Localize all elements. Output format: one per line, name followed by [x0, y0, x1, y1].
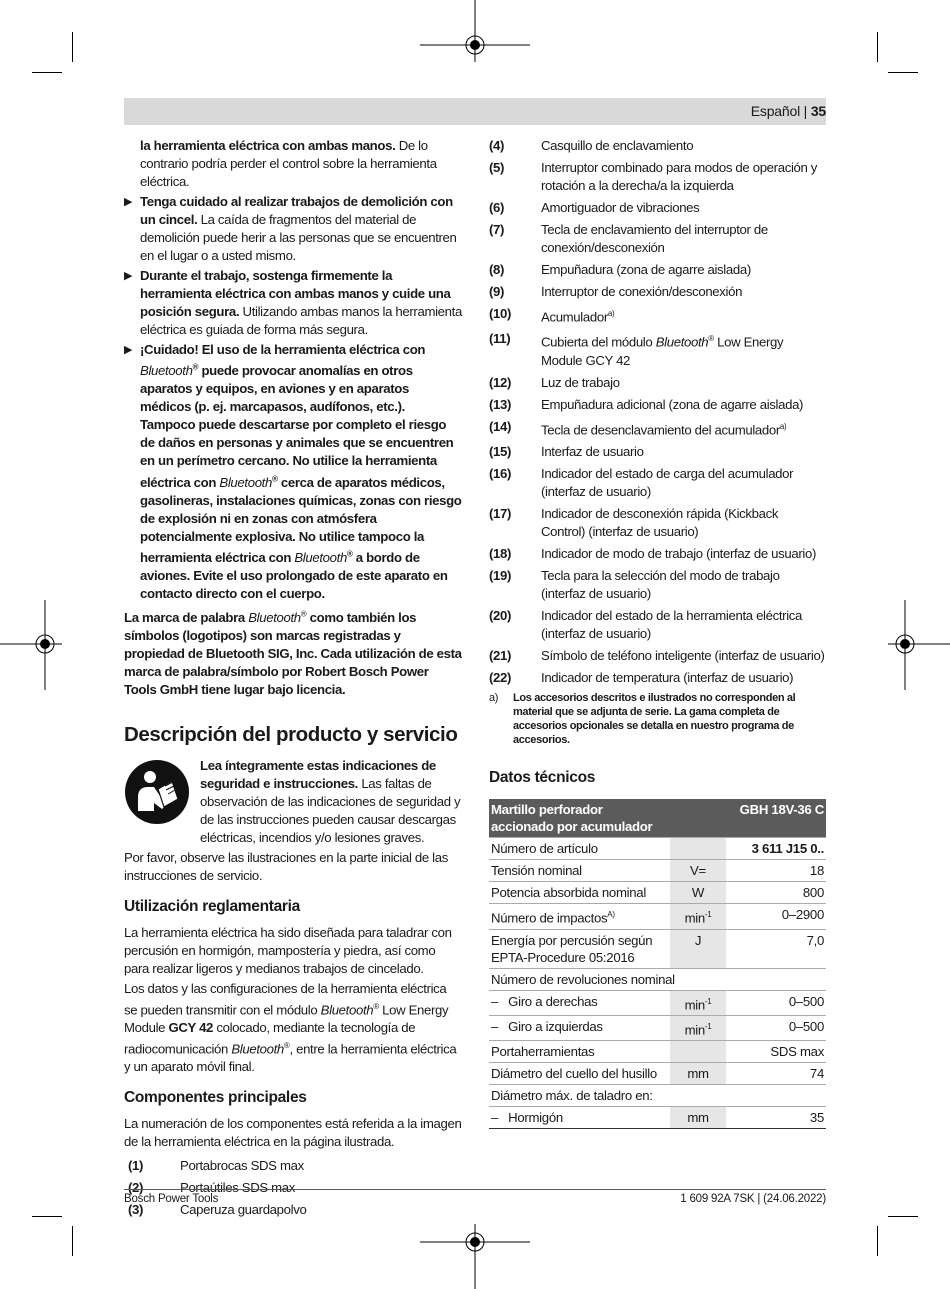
row-label: Energía por percusión según EPTA-Procedure 05:2016: [489, 929, 670, 968]
component-number: (19): [489, 568, 512, 584]
intended-use-title: Utilización reglamentaria: [124, 897, 300, 915]
trademark-text: como también los símbolos (logotipos) son marcas registradas y propiedad de Bluetooth SIG, Inc. Cada utilización de esta marca de palabra/símbolo por Robert Bosch Power Tools GmbH tiene lugar bajo licencia.: [124, 609, 462, 697]
row-value: 7,0: [726, 929, 826, 968]
component-number: (14): [489, 418, 512, 434]
component-item: [489, 418, 825, 439]
registration-mark-icon: [0, 600, 62, 690]
row-value: 800: [726, 882, 826, 904]
component-number: (9): [489, 284, 505, 299]
row-label: Tensión nominal: [489, 860, 670, 882]
component-item: [489, 159, 825, 195]
row-unit-text: min: [684, 1022, 705, 1038]
row-label: Portaherramientas: [489, 1041, 670, 1063]
component-number: (4): [489, 138, 505, 153]
components-intro: La numeración de los componentes está referida a la imagen de la herramienta eléctrica en la página ilustrada.: [124, 1116, 462, 1150]
component-number: (1): [128, 1158, 144, 1174]
components-list-continued: [489, 137, 825, 687]
component-number: (8): [489, 262, 505, 277]
bullet-bold-text: puede provocar anomalías en otros aparatos y equipos, en aviones y en aparatos médicos (p. ej. marcapasos, audífonos, etc.). Tampoco puede descartarse por completo el riesgo de daños en personas y animales que se encuentren en un perímetro cercano. No utilice la herramienta eléctrica con: [140, 363, 454, 490]
registration-mark-icon: [888, 600, 950, 690]
component-label: Amortiguador de vibraciones: [541, 200, 700, 215]
component-item: [489, 305, 825, 326]
component-label: Indicador del estado de la herramienta eléctrica (interfaz de usuario): [541, 608, 803, 642]
header-language: Español: [750, 103, 800, 119]
row-unit: mm: [670, 1107, 726, 1129]
footnote-ref: a): [607, 309, 615, 318]
component-item: [489, 283, 825, 301]
table-row: [489, 1015, 826, 1040]
component-item: [489, 669, 825, 687]
table-header-label: Martillo perforador accionado por acumulador: [489, 799, 670, 838]
unit-exponent: -1: [704, 910, 712, 920]
row-label-text: Número de impactos: [491, 910, 608, 926]
crop-mark: [888, 72, 918, 73]
row-unit: [670, 990, 726, 1015]
footnote: [489, 691, 825, 747]
component-item: [489, 261, 825, 279]
row-value: 3 611 J15 0..: [726, 838, 826, 860]
bullet-bold-text: a bordo de aviones. Evite el uso prolongado de este aparato en contacto directo con el cuerpo.: [140, 550, 448, 602]
module-name: GCY 42: [168, 1019, 214, 1035]
row-value: SDS max: [726, 1041, 826, 1063]
component-item: [489, 221, 825, 257]
component-label: Cubierta del módulo: [541, 334, 656, 350]
components-title: Componentes principales: [124, 1089, 307, 1107]
component-item: [489, 505, 825, 541]
footnote-ref: a): [779, 421, 787, 431]
component-item: [489, 137, 825, 155]
row-label: Número de revoluciones nominal: [489, 968, 826, 990]
intended-use-paragraph: La herramienta eléctrica ha sido diseñada para taladrar con percusión en hormigón, mampostería y piedra, así como para realizar ligeros y medianos trabajos de cincelado.: [124, 924, 452, 976]
component-label: Tecla de enclavamiento del interruptor de conexión/desconexión: [541, 222, 768, 255]
row-label: Potencia absorbida nominal: [489, 882, 670, 904]
table-row: [489, 838, 826, 860]
section-title: Descripción del producto y servicio: [124, 722, 458, 746]
footer-doc-id: 1 609 92A 7SK | (24.06.2022): [680, 1193, 826, 1205]
bluetooth-term: Bluetooth: [655, 334, 709, 350]
table-row: [489, 968, 826, 990]
component-label: Indicador del estado de carga del acumulador (interfaz de usuario): [541, 466, 794, 500]
body-text: Los datos y las configuraciones de la herramienta eléctrica se pueden transmitir con el módulo: [124, 980, 447, 1017]
component-number: (15): [489, 444, 512, 460]
row-unit: [670, 904, 726, 929]
row-label: – Hormigón: [489, 1107, 670, 1129]
left-column: [124, 137, 462, 1223]
component-number: (22): [489, 670, 512, 686]
crop-mark: [877, 1226, 878, 1256]
read-instructions-box: [124, 757, 462, 847]
component-item: [489, 374, 825, 392]
safety-bullet: [124, 193, 462, 265]
row-unit: [670, 1015, 726, 1040]
registration-mark-icon: [420, 0, 530, 62]
row-label: [489, 904, 670, 929]
component-label: Casquillo de enclavamiento: [541, 138, 694, 153]
footer-brand: Bosch Power Tools: [124, 1193, 219, 1205]
header-bar: [124, 98, 826, 125]
component-number: (18): [489, 546, 512, 562]
component-item: [489, 545, 825, 563]
component-label: Low Energy Module GCY 42: [541, 334, 784, 368]
row-label: Diámetro del cuello del husillo: [489, 1063, 670, 1085]
footnote-ref: A): [607, 910, 615, 920]
bullet-arrow-icon: ▶: [124, 196, 133, 208]
component-label: Portaútiles SDS max: [180, 1180, 296, 1196]
component-label: Interruptor combinado para modos de operación y rotación a la derecha/a la izquierda: [541, 160, 818, 193]
component-number: (3): [128, 1202, 144, 1218]
row-value: 18: [726, 860, 826, 882]
body-text: colocado, mediante la tecnología de radiocomunicación: [124, 1019, 416, 1057]
row-unit: mm: [670, 1063, 726, 1085]
bullet-bold-text: ¡Cuidado! El uso de la herramienta eléctrica con: [140, 342, 426, 357]
component-item: (11) Cubierta del módulo Bluetooth® Low Energy Module GCY 42: [489, 331, 784, 368]
row-label: Número de artículo: [489, 838, 670, 860]
table-row: [489, 929, 826, 968]
bluetooth-paragraph: Los datos y las configuraciones de la herramienta eléctrica se pueden transmitir con el módulo Bluetooth® Low Energy Module GCY 42 colocado, mediante la tecnología de radiocomunicación Bluetooth®, entre la herramienta eléctrica y un aparato móvil final.: [124, 980, 457, 1075]
bluetooth-term: Bluetooth: [320, 1001, 374, 1017]
crop-mark: [888, 1216, 918, 1217]
component-label: Indicador de modo de trabajo (interfaz de usuario): [541, 546, 816, 562]
page-header: Español | 35: [750, 103, 826, 119]
row-value: 0–2900: [726, 904, 826, 929]
table-header-unit: [670, 799, 726, 838]
bullet-bold-text: Tenga cuidado al realizar trabajos de demolición con un cincel.: [140, 194, 453, 227]
body-text: Low Energy Module: [124, 1001, 449, 1035]
footnote-text: Los accesorios descritos e ilustrados no corresponden al material que se adjunta de serie. La gama completa de accesorios opcionales se detalla en nuestro programa de accesorios.: [513, 692, 796, 747]
component-label: Tecla de desenclavamiento del acumulador: [541, 422, 780, 438]
component-number: (12): [489, 374, 512, 390]
crop-mark: [32, 72, 62, 73]
component-label: Luz de trabajo: [541, 374, 620, 390]
safety-continuation: [124, 137, 462, 191]
table-row: [489, 904, 826, 929]
crop-mark: [32, 1216, 62, 1217]
table-row: [489, 990, 826, 1015]
component-label: Empuñadura adicional (zona de agarre aislada): [541, 396, 804, 412]
component-label: Acumulador: [541, 309, 608, 325]
table-header-row: [489, 799, 826, 838]
row-label: Diámetro máx. de taladro en:: [489, 1085, 826, 1107]
row-unit-text: min: [684, 996, 705, 1012]
bluetooth-term: Bluetooth: [248, 609, 301, 625]
footnote-mark: a): [489, 692, 499, 705]
page-footer: [124, 1189, 826, 1205]
safety-text: De lo contrario podría perder el control sobre la herramienta eléctrica.: [140, 138, 437, 189]
bluetooth-term: Bluetooth: [294, 550, 347, 566]
body-text: , entre la herramienta eléctrica y un aparato móvil final.: [124, 1041, 457, 1075]
component-item: [489, 465, 825, 501]
safety-bold-text: la herramienta eléctrica con ambas manos.: [140, 138, 396, 153]
read-bold-text: Lea íntegramente estas indicaciones de seguridad e instrucciones.: [200, 757, 436, 791]
bullet-text: La caída de fragmentos del material de demolición puede herir a las personas que se encuentren en el lugar o a usted mismo.: [140, 212, 457, 263]
unit-exponent: -1: [704, 1021, 712, 1031]
component-item: [489, 607, 825, 643]
component-item: [489, 396, 825, 414]
row-unit: V=: [670, 860, 726, 882]
component-number: (10): [489, 306, 512, 321]
component-label: Caperuza guardapolvo: [180, 1202, 307, 1218]
component-item: [489, 199, 825, 217]
read-text: Las faltas de observación de las indicaciones de seguridad y de las instrucciones pueden causar descargas eléctricas, incendios y/o lesiones graves.: [200, 775, 461, 845]
row-value: 74: [726, 1063, 826, 1085]
component-label: Empuñadura (zona de agarre aislada): [541, 262, 751, 277]
bluetooth-term: Bluetooth: [231, 1041, 284, 1057]
row-unit: [670, 838, 726, 860]
crop-mark: [72, 1226, 73, 1256]
bullet-arrow-icon: ▶: [124, 270, 133, 282]
component-label: Indicador de desconexión rápida (Kickback Control) (interfaz de usuario): [541, 506, 779, 540]
component-label: Interfaz de usuario: [541, 444, 644, 460]
component-label: Indicador de temperatura (interfaz de usuario): [541, 670, 794, 686]
component-item: [489, 567, 825, 603]
component-number: (2): [128, 1180, 144, 1196]
component-number: (20): [489, 608, 512, 624]
component-number: (21): [489, 648, 512, 664]
safety-bullet: ▶ ¡Cuidado! El uso de la herramienta eléctrica con Bluetooth® puede provocar anomalías en otros aparatos y equipos, en aviones y en aparatos médicos (p. ej. marcapasos, audífonos, etc.). Tampoco puede descartarse por completo el riesgo de daños en personas y animales que se encuentren en un perímetro cercano. No utilice la herramienta eléctrica con Bluetooth® cerca de aparatos médicos, gasolineras, instalaciones químicas, zonas con riesgo de explosión ni en zonas con atmósfera potencialmente explosiva. No utilice tampoco la herramienta eléctrica con Bluetooth® a bordo de aviones. Evite el uso prolongado de este aparato en contacto directo con el cuerpo.: [124, 342, 462, 602]
bullet-text: Utilizando ambas manos la herramienta eléctrica es guiada de forma más segura.: [140, 304, 462, 337]
component-item: [128, 1157, 462, 1175]
table-row: [489, 1041, 826, 1063]
component-label: Tecla para la selección del modo de trabajo (interfaz de usuario): [541, 568, 780, 602]
tech-data-title: Datos técnicos: [489, 769, 596, 787]
row-unit: W: [670, 882, 726, 904]
component-label: Símbolo de teléfono inteligente (interfaz de usuario): [541, 648, 825, 664]
trademark-notice: La marca de palabra Bluetooth® como también los símbolos (logotipos) son marcas registradas y propiedad de Bluetooth SIG, Inc. Cada utilización de esta marca de palabra/símbolo por Robert Bosch Power Tools GmbH tiene lugar bajo licencia.: [124, 609, 462, 697]
component-number: (11): [489, 331, 511, 347]
observe-text: Por favor, observe las ilustraciones en la parte inicial de las instrucciones de servicio.: [124, 849, 448, 883]
component-label: Interruptor de conexión/desconexión: [541, 284, 743, 299]
bullet-bold-text: cerca de aparatos médicos, gasolineras, instalaciones químicas, zonas con riesgo de explosión ni en zonas con atmósfera potencialmente explosiva. No utilice tampoco la herramienta eléctrica con: [140, 474, 462, 566]
registration-mark-icon: [420, 1224, 530, 1289]
row-unit: [670, 1041, 726, 1063]
component-number: (7): [489, 222, 505, 237]
bluetooth-term: Bluetooth: [219, 474, 272, 490]
component-label: Portabrocas SDS max: [180, 1158, 304, 1174]
row-value: 0–500: [726, 990, 826, 1015]
bullet-bold-text: Durante el trabajo, sostenga firmemente la herramienta eléctrica con ambas manos y cuide una posición segura.: [140, 268, 451, 319]
read-manual-icon: [124, 759, 190, 825]
component-number: (6): [489, 200, 505, 215]
component-number: (13): [489, 396, 512, 412]
component-item: [489, 647, 825, 665]
unit-exponent: -1: [704, 996, 712, 1006]
table-row: [489, 1085, 826, 1107]
trademark-text: La marca de palabra: [124, 609, 249, 625]
right-column: [489, 137, 825, 1129]
table-row: [489, 882, 826, 904]
component-number: (16): [489, 466, 512, 482]
page-number: 35: [810, 103, 826, 119]
read-instructions-text: [200, 757, 462, 847]
safety-bullet: [124, 267, 462, 339]
table-row: [489, 1107, 826, 1129]
component-number: (17): [489, 506, 512, 522]
component-number: (5): [489, 160, 505, 175]
crop-mark: [72, 32, 73, 62]
tech-data-table: [489, 799, 826, 1129]
row-unit: J: [670, 929, 726, 968]
row-label: – Giro a izquierdas: [489, 1015, 670, 1040]
table-header-model: GBH 18V-36 C: [726, 799, 826, 838]
bluetooth-term: Bluetooth: [140, 363, 193, 379]
row-value: 0–500: [726, 1015, 826, 1040]
component-item: [489, 443, 825, 461]
table-row: [489, 860, 826, 882]
row-value: 35: [726, 1107, 826, 1129]
row-unit-text: min: [684, 910, 705, 926]
crop-mark: [877, 32, 878, 62]
table-row: [489, 1063, 826, 1085]
bullet-arrow-icon: ▶: [124, 344, 133, 356]
row-label: – Giro a derechas: [489, 990, 670, 1015]
